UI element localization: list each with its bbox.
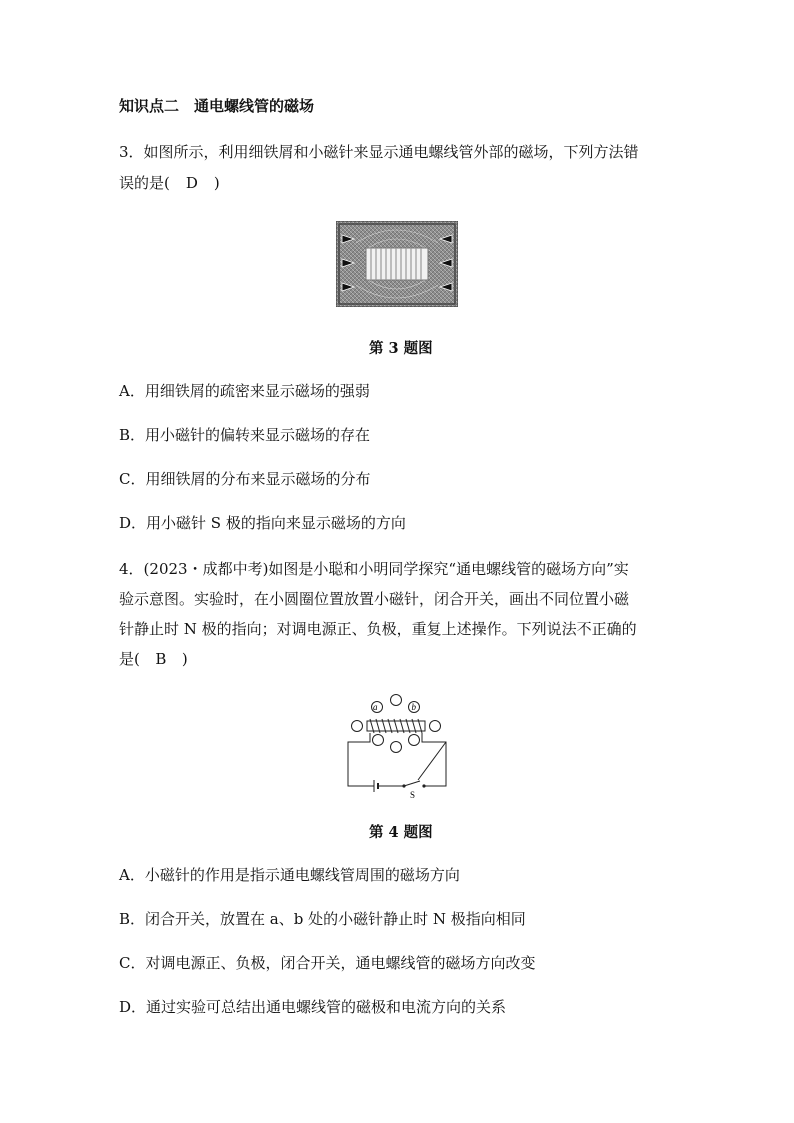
compass-circle-bottom-center	[391, 742, 402, 753]
q3-figure-solenoid-photo	[336, 221, 458, 307]
q4-option-b: B．闭合开关，放置在 a、b 处的小磁针静止时 N 极指向相同	[119, 910, 526, 928]
switch-terminal-left	[402, 784, 405, 787]
q3-stem-prefix: 误的是(	[119, 174, 170, 192]
q3-stem-line1: 3．如图所示，利用细铁屑和小磁针来显示通电螺线管外部的磁场，下列方法错	[119, 143, 639, 161]
compass-circle-right	[430, 721, 441, 732]
q4-figure-caption: 第 4 题图	[369, 824, 433, 841]
q4-option-a: A．小磁针的作用是指示通电螺线管周围的磁场方向	[119, 866, 460, 884]
q4-figure-circuit	[340, 690, 452, 800]
compass-circle-top	[391, 695, 402, 706]
q4-stem-line2: 验示意图。实验时，在小圆圈位置放置小磁针，闭合开关，画出不同位置小磁	[119, 590, 630, 608]
label-a: a	[373, 702, 378, 712]
q3-figure-caption: 第 3 题图	[369, 340, 433, 357]
section-title: 知识点二 通电螺线管的磁场	[119, 97, 315, 115]
q3-option-b: B．用小磁针的偏转来显示磁场的存在	[119, 426, 371, 444]
q3-answer: D	[185, 174, 198, 192]
coil	[366, 248, 428, 280]
q4-option-c: C．对调电源正、负极，闭合开关，通电螺线管的磁场方向改变	[119, 954, 536, 972]
label-b: b	[411, 702, 416, 712]
q3-stem-line2	[119, 173, 220, 193]
label-switch-s: S	[410, 790, 416, 800]
q4-stem-prefix: 是(	[119, 650, 140, 668]
compass-circle-left	[352, 721, 363, 732]
q4-stem-suffix: )	[181, 650, 188, 668]
q4-option-d: D．通过实验可总结出通电螺线管的磁极和电流方向的关系	[119, 998, 507, 1016]
q3-option-a: A．用细铁屑的疏密来显示磁场的强弱	[119, 382, 370, 400]
compass-circle-bottom-left	[373, 735, 384, 746]
q3-option-c: C．用细铁屑的分布来显示磁场的分布	[119, 470, 371, 488]
q4-answer: B	[155, 650, 167, 668]
switch-terminal-right	[422, 784, 425, 787]
q4-stem-line3: 针静止时 N 极的指向；对调电源正、负极，重复上述操作。下列说法不正确的	[119, 620, 637, 638]
q4-stem-line1: 4．(2023・成都中考)如图是小聪和小明同学探究“通电螺线管的磁场方向”实	[119, 560, 629, 578]
q3-option-d: D．用小磁针 S 极的指向来显示磁场的方向	[119, 514, 406, 532]
circuit-wire	[348, 733, 446, 786]
q4-stem-line4	[119, 649, 188, 669]
compass-circle-bottom-right	[409, 735, 420, 746]
q3-stem-suffix: )	[213, 174, 220, 192]
